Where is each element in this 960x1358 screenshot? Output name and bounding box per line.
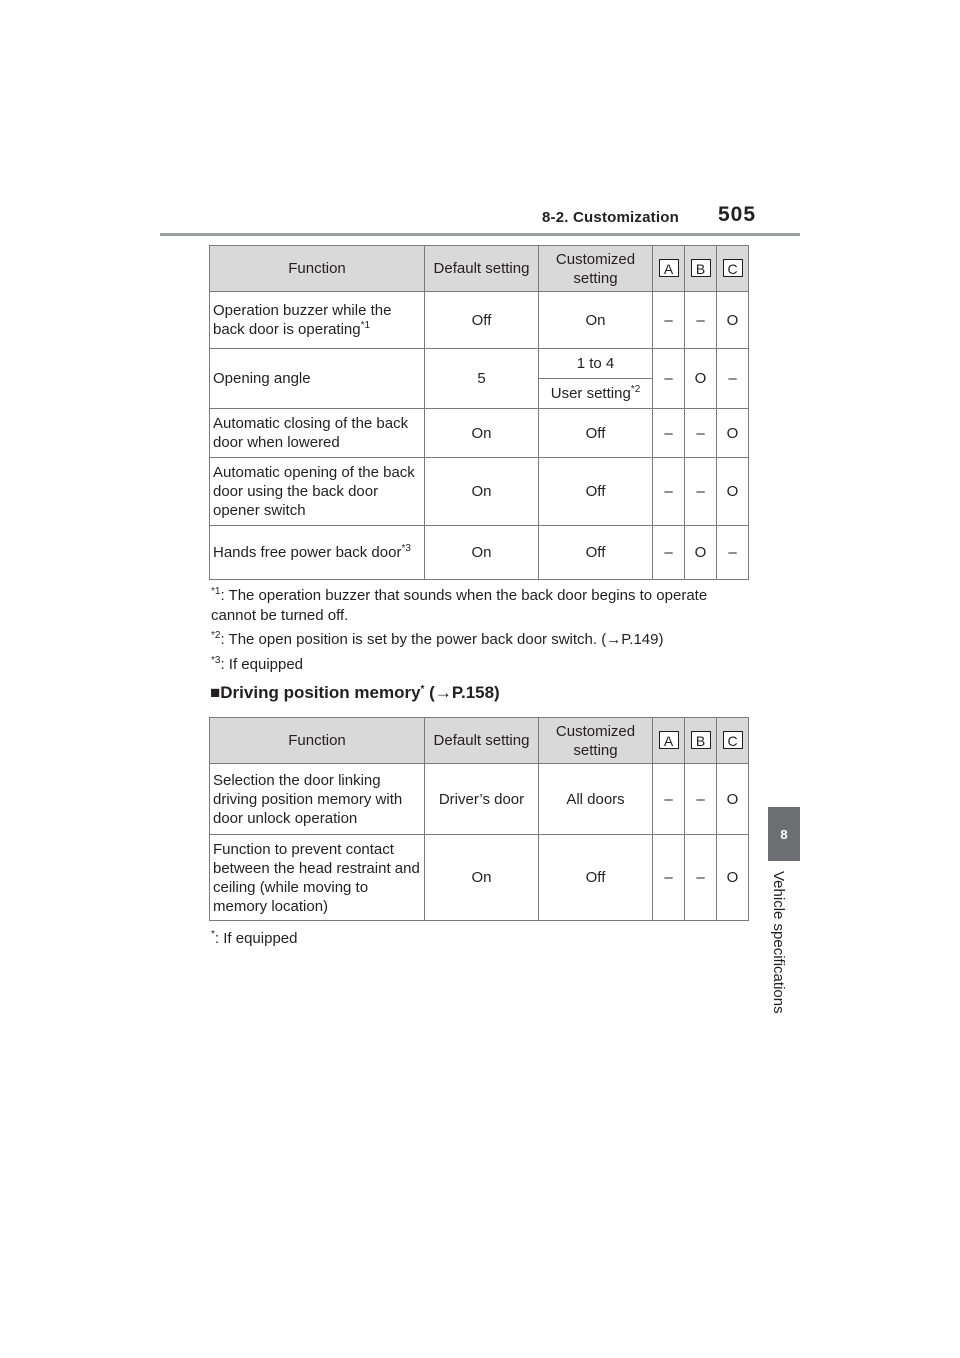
- customized-cell: All doors: [539, 764, 653, 835]
- section-title: 8-2. Customization: [542, 209, 679, 226]
- header-b: B: [685, 246, 717, 292]
- chapter-tab: [768, 807, 800, 861]
- table-header-row: [210, 718, 749, 764]
- header-default: Default setting: [425, 246, 539, 292]
- table-row: [210, 292, 749, 349]
- b-cell: O: [685, 349, 717, 409]
- driving-position-memory-table: [209, 717, 749, 921]
- footnote: $^{*2}$: The open position is set by the power back door switch. (→P.149): [211, 630, 664, 648]
- function-cell: Opening angle: [210, 349, 425, 409]
- a-cell: –: [653, 409, 685, 458]
- customized-cell: Off: [539, 409, 653, 458]
- b-cell: –: [685, 292, 717, 349]
- section-heading: ■Driving position memory* (→P.158): [210, 683, 500, 702]
- c-cell: O: [717, 409, 749, 458]
- chapter-title: Vehicle specifications: [770, 871, 787, 1014]
- c-cell: O: [717, 292, 749, 349]
- function-cell: Automatic closing of the back door when lowered: [210, 409, 425, 458]
- footnote: *: If equipped: [211, 929, 298, 947]
- table-row: [210, 835, 749, 921]
- default-cell: On: [425, 409, 539, 458]
- function-cell: Operation buzzer while the back door is operating$^{*1}$: [210, 292, 425, 349]
- footnote: $^{*3}$: If equipped: [211, 655, 304, 673]
- a-cell: –: [653, 526, 685, 580]
- a-cell: –: [653, 764, 685, 835]
- function-cell: Automatic opening of the back door using the back door opener switch: [210, 458, 425, 526]
- a-cell: –: [653, 349, 685, 409]
- b-cell: –: [685, 409, 717, 458]
- b-cell: O: [685, 526, 717, 580]
- customized-cell: 1 to 4: [539, 349, 653, 379]
- customized-cell: Off: [539, 526, 653, 580]
- b-cell: –: [685, 835, 717, 921]
- b-cell: –: [685, 764, 717, 835]
- header-function: Function: [210, 246, 425, 292]
- table-row: [210, 526, 749, 580]
- heading-bullet: ■: [210, 683, 221, 702]
- header-a: A: [653, 246, 685, 292]
- function-cell: Selection the door linking driving position memory with door unlock operation: [210, 764, 425, 835]
- footnote: $^{*1}$: The operation buzzer that sounds when the back door begins to operate cannot be turned off.: [211, 586, 708, 624]
- header-customized: Customized setting: [539, 246, 653, 292]
- function-cell: Function to prevent contact between the head restraint and ceiling (while moving to memory location): [210, 835, 425, 921]
- page-number: 505: [718, 203, 757, 226]
- c-cell: –: [717, 349, 749, 409]
- default-cell: 5: [425, 349, 539, 409]
- header-default: Default setting: [425, 718, 539, 764]
- c-cell: O: [717, 764, 749, 835]
- power-back-door-table: [209, 245, 749, 580]
- page-reference-link[interactable]: (→P.158): [424, 683, 500, 702]
- c-cell: –: [717, 526, 749, 580]
- header-b: B: [685, 718, 717, 764]
- default-cell: On: [425, 835, 539, 921]
- a-cell: –: [653, 835, 685, 921]
- chapter-number: 8: [780, 826, 788, 842]
- a-cell: –: [653, 458, 685, 526]
- customized-cell: On: [539, 292, 653, 349]
- c-cell: O: [717, 458, 749, 526]
- default-cell: Off: [425, 292, 539, 349]
- customized-cell: User setting$^{*2}$: [539, 379, 653, 409]
- header-a: A: [653, 718, 685, 764]
- table-row: [210, 409, 749, 458]
- header-c: C: [717, 246, 749, 292]
- header-divider: [160, 233, 800, 236]
- table-row: [210, 349, 749, 379]
- table-header-row: [210, 246, 749, 292]
- header-function: Function: [210, 718, 425, 764]
- table-row: [210, 458, 749, 526]
- default-cell: On: [425, 526, 539, 580]
- function-cell: Hands free power back door$^{*3}$: [210, 526, 425, 580]
- c-cell: O: [717, 835, 749, 921]
- b-cell: –: [685, 458, 717, 526]
- default-cell: Driver’s door: [425, 764, 539, 835]
- table-row: [210, 764, 749, 835]
- customized-cell: Off: [539, 458, 653, 526]
- a-cell: –: [653, 292, 685, 349]
- customized-cell: Off: [539, 835, 653, 921]
- default-cell: On: [425, 458, 539, 526]
- header-c: C: [717, 718, 749, 764]
- header-customized: Customized setting: [539, 718, 653, 764]
